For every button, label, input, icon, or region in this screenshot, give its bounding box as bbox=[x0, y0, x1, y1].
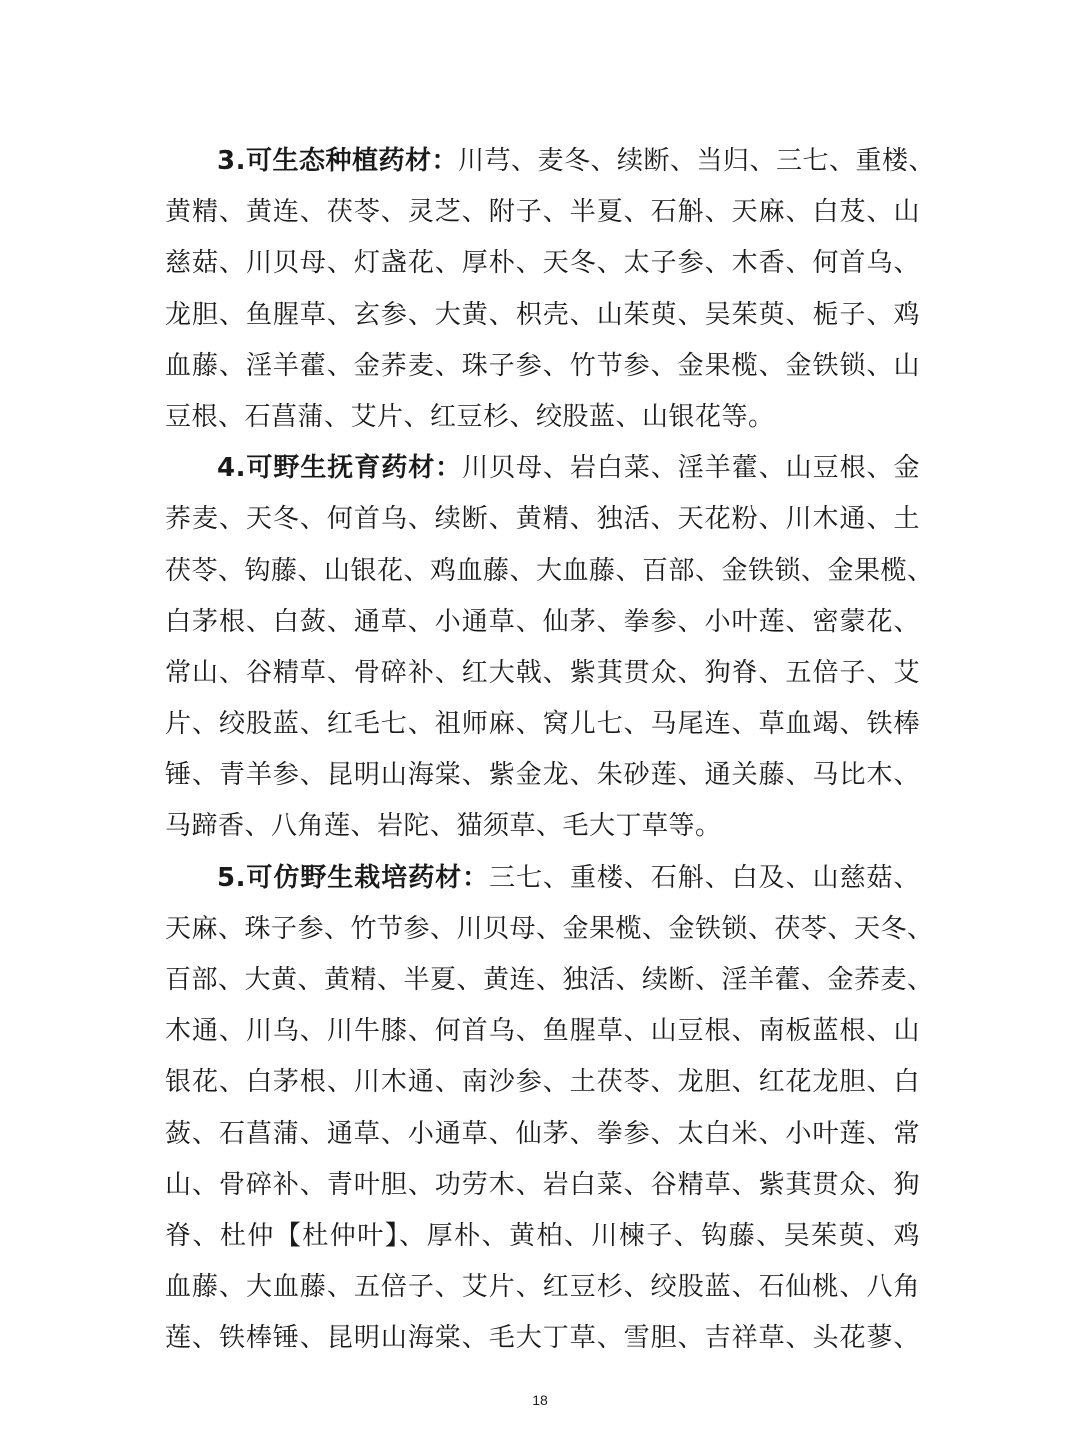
text-line: 荞麦、天冬、何首乌、续断、黄精、独活、天花粉、川木通、土 bbox=[165, 504, 920, 535]
text-line: 百部、大黄、黄精、半夏、黄连、独活、续断、淫羊藿、金荞麦、 bbox=[165, 965, 934, 995]
section-3 bbox=[165, 136, 935, 443]
section-5 bbox=[165, 853, 934, 1365]
text-line: 马蹄香、八角莲、岩陀、猫须草、毛大丁草等。 bbox=[165, 811, 722, 842]
text-line: 川芎、麦冬、续断、当归、三七、重楼、 bbox=[457, 146, 935, 176]
text-line: 天麻、珠子参、竹节参、川贝母、金果榄、金铁锁、茯苓、天冬、 bbox=[165, 913, 934, 944]
text-line: 茯苓、钩藤、山银花、鸡血藤、大血藤、百部、金铁锁、金果榄、 bbox=[165, 555, 934, 586]
text-line: 川贝母、岩白菜、淫羊藿、山豆根、金 bbox=[462, 453, 920, 484]
text-line: 三七、重楼、石斛、白及、山慈菇、 bbox=[489, 862, 920, 893]
text-line: 锤、青羊参、昆明山海棠、紫金龙、朱砂莲、通关藤、马比木、 bbox=[165, 760, 920, 791]
text-line: 黄精、黄连、茯苓、灵芝、附子、半夏、石斛、天麻、白芨、山 bbox=[165, 197, 920, 228]
section-heading: 3.可生态种植药材： bbox=[217, 146, 458, 176]
text-line: 银花、白茅根、川木通、南沙参、土茯苓、龙胆、红花龙胆、白 bbox=[165, 1067, 920, 1098]
text-line: 血藤、大血藤、五倍子、艾片、红豆杉、绞股蓝、石仙桃、八角 bbox=[165, 1272, 920, 1303]
text-line: 木通、川乌、川牛膝、何首乌、鱼腥草、山豆根、南板蓝根、山 bbox=[165, 1016, 920, 1047]
text-line: 慈菇、川贝母、灯盏花、厚朴、天冬、太子参、木香、何首乌、 bbox=[165, 248, 920, 279]
document-body bbox=[165, 136, 935, 1365]
text-line: 片、绞股蓝、红毛七、祖师麻、窝儿七、马尾连、草血竭、铁棒 bbox=[165, 709, 920, 740]
text-line: 白茅根、白蔹、通草、小通草、仙茅、拳参、小叶莲、密蒙花、 bbox=[165, 606, 920, 637]
section-first-line bbox=[165, 136, 935, 187]
text-line: 蔹、石菖蒲、通草、小通草、仙茅、拳参、太白米、小叶莲、常 bbox=[165, 1118, 920, 1149]
section-first-line bbox=[165, 853, 920, 904]
page-number: 18 bbox=[532, 1392, 548, 1408]
section-4 bbox=[165, 443, 934, 853]
section-heading: 4.可野生抚育药材： bbox=[217, 453, 463, 484]
text-line: 豆根、石菖蒲、艾片、红豆杉、绞股蓝、山银花等。 bbox=[165, 401, 775, 432]
text-line: 莲、铁棒锤、昆明山海棠、毛大丁草、雪胆、吉祥草、头花蓼、 bbox=[165, 1323, 920, 1354]
text-line: 常山、谷精草、骨碎补、红大戟、紫萁贯众、狗脊、五倍子、艾 bbox=[165, 657, 920, 688]
text-line: 山、骨碎补、青叶胆、功劳木、岩白菜、谷精草、紫萁贯众、狗 bbox=[165, 1169, 920, 1200]
text-line: 血藤、淫羊藿、金荞麦、珠子参、竹节参、金果榄、金铁锁、山 bbox=[165, 350, 920, 381]
section-first-line bbox=[165, 443, 920, 494]
section-heading: 5.可仿野生栽培药材： bbox=[217, 862, 490, 893]
text-line: 脊、杜仲【杜仲叶】、厚朴、黄柏、川楝子、钩藤、吴茱萸、鸡 bbox=[165, 1220, 920, 1251]
text-line: 龙胆、鱼腥草、玄参、大黄、枳壳、山茱萸、吴茱萸、栀子、鸡 bbox=[165, 299, 920, 330]
